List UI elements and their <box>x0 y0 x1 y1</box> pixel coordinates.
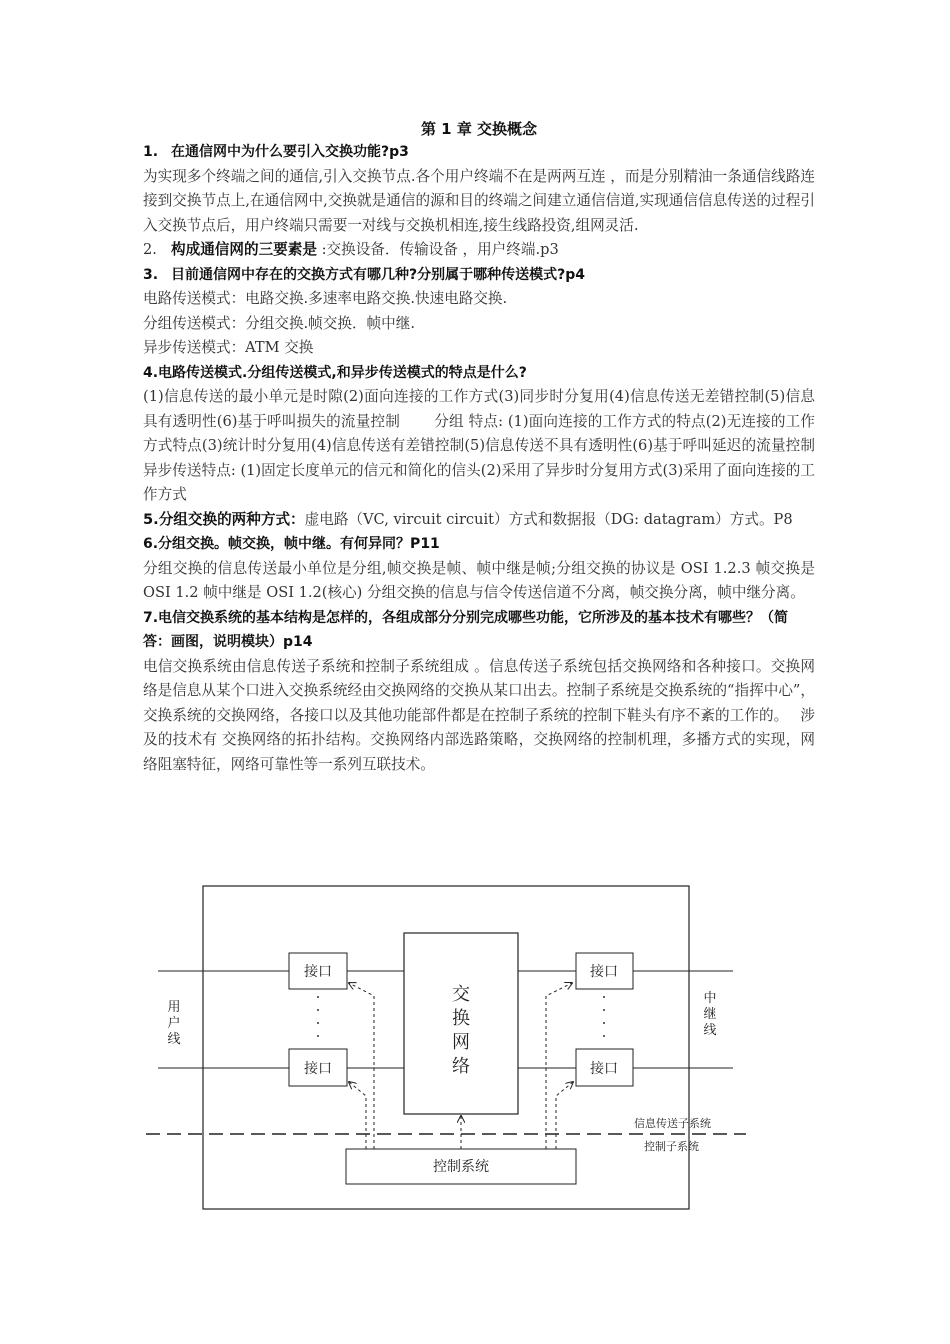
user-line-char-1: 用 <box>167 1000 181 1015</box>
control-system-label: 控制系统 <box>433 1159 489 1175</box>
info-subsystem-label: 信息传送子系统 <box>634 1117 711 1130</box>
trunk-line-char-1: 中 <box>703 991 717 1006</box>
answer-1: 为实现多个终端之间的通信,引入交换节点.各个用户终端不在是两两互连 ，而是分别精油一条通信线路连接到交换节点上,在通信网中,交换就是通信的源和目的终端之间建立通信信道,实现通信信息传送的过程引入交换节点后，用户终端只需要一对线与交换机相连,接生线路投资,组网灵活. <box>143 167 815 234</box>
answer-3-line-3: 异步传送模式：ATM 交换 <box>143 339 314 356</box>
question-3-number: 3. <box>143 266 159 283</box>
answer-3-line-2: 分组传送模式：分组交换.帧交换．帧中继. <box>143 314 415 332</box>
answer-3-line-1: 电路传送模式：电路交换.多速率电路交换.快速电路交换. <box>143 290 508 307</box>
switching-network-char-2: 换 <box>452 1008 470 1029</box>
interface-label-right-top: 接口 <box>590 964 618 980</box>
answer-4: (1)信息传送的最小单元是时隙(2)面向连接的工作方式(3)同步时分复用(4)信息传送无差错控制(5)信息具有透明性(6)基于呼叫损失的流量控制 分组 特点: (1)面向连接的工作方式的特点(2)无连接的工作方式特点(3)统计时分复用(4)信息传送有差错控制(5)信息传送不具有透明性(6)基于呼叫延迟的流量控制 异步传送特点: (1)固定长度单元的信元和简化的信头(2)采用了异步时分复用方式(3)采用了面向连接的工作方式 <box>143 388 835 503</box>
interface-label-right-bottom: 接口 <box>590 1061 618 1077</box>
user-line-char-3: 线 <box>167 1032 181 1047</box>
chapter-title: 第 1 章 交换概念 <box>420 120 538 138</box>
interface-label-left-bottom: 接口 <box>304 1061 332 1077</box>
question-5-text: 5.分组交换的两种方式： <box>143 510 305 528</box>
interface-label-left-top: 接口 <box>304 964 332 980</box>
ellipsis-dots-right <box>603 996 605 1037</box>
question-1-number: 1. <box>143 144 159 160</box>
control-arrow-left-top <box>349 983 374 1149</box>
question-3-text: 目前通信网中存在的交换方式有哪几种?分别属于哪种传送模式?p4 <box>171 266 586 283</box>
switching-network-char-4: 络 <box>452 1056 470 1077</box>
question-7: 7.电信交换系统的基本结构是怎样的，各组成部分分别完成哪些功能，它所涉及的基本技术有哪些？（简答：画图，说明模块）p14 <box>143 609 789 650</box>
switching-network-char-3: 网 <box>452 1032 470 1053</box>
answer-5: 虚电路（VC, vircuit circuit）方式和数据报（DG: datagram）方式。P8 <box>304 510 793 528</box>
control-arrow-right-bottom <box>556 1082 573 1149</box>
answer-2: :交换设备．传输设备 ，用户终端.p3 <box>316 241 559 258</box>
ellipsis-dots-left <box>317 996 319 1037</box>
control-arrow-right-top <box>546 983 572 1149</box>
answer-7: 电信交换系统由信息传送子系统和控制子系统组成 。信息传送子系统包括交换网络和各种接口。交换网络是信息从某个口进入交换系统经由交换网络的交换从某口出去。控制子系统是交换系统的“指挥中心”，交换系统的交换网络，各接口以及其他功能部件都是在控制子系统的控制下鞋头有序不紊的工作的。 涉及的技术有 交换网络的拓扑结构。交换网络内部选路策略，交换网络的控制机理，多播方式的实现，网络阻塞特征，网络可靠性等一系列互联技术。 <box>143 657 815 773</box>
question-2-number: 2. <box>143 241 157 258</box>
trunk-line-char-2: 继 <box>703 1007 717 1022</box>
question-4: 4.电路传送模式.分组传送模式,和异步传送模式的特点是什么? <box>143 364 527 381</box>
switching-network-char-1: 交 <box>452 984 470 1005</box>
trunk-line-char-3: 线 <box>703 1023 717 1038</box>
question-6: 6.分组交换。帧交换，帧中继。有何异同？P11 <box>143 536 440 552</box>
user-line-char-2: 户 <box>167 1016 181 1031</box>
control-subsystem-label: 控制子系统 <box>644 1140 699 1153</box>
question-2-text: 构成通信网的三要素是 <box>171 241 317 258</box>
control-arrow-left-bottom <box>349 1082 366 1149</box>
question-1-text: 在通信网中为什么要引入交换功能?p3 <box>171 144 409 160</box>
answer-6: 分组交换的信息传送最小单位是分组,帧交换是帧、帧中继是帧;分组交换的协议是 OSI 1.2.3 帧交换是 OSI 1.2 帧中继是 OSI 1.2(核心) 分组交换的信息与信令传送信道不分离，帧交换分离，帧中继分离。 <box>143 559 815 601</box>
